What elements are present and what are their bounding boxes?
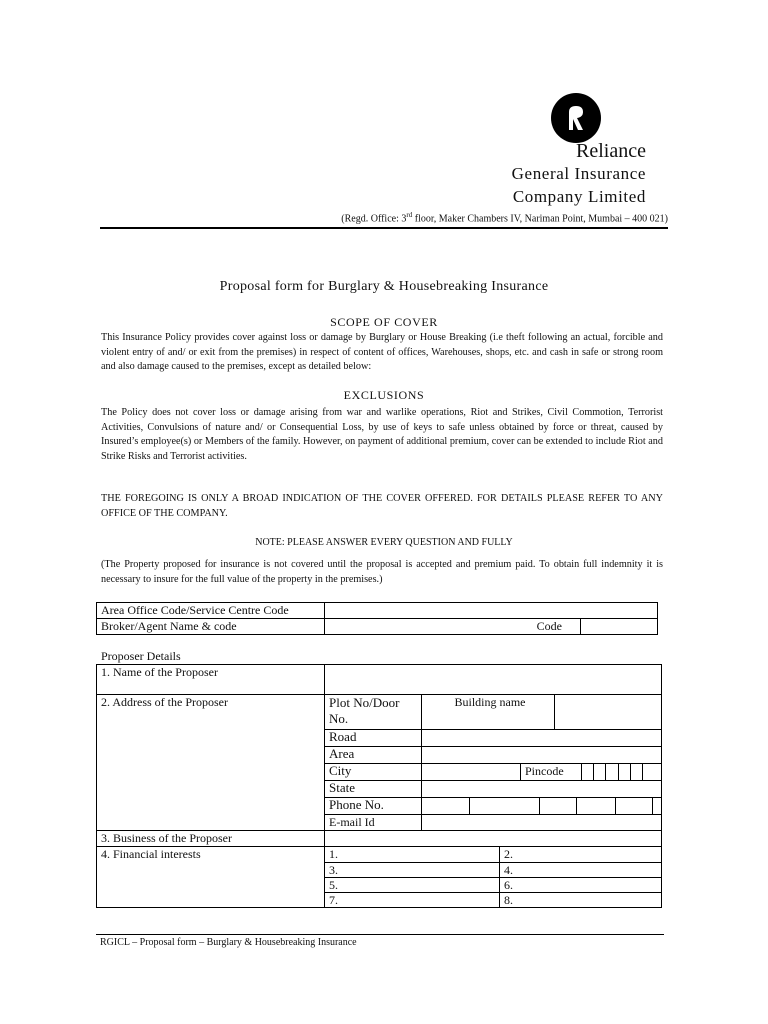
financial-interests-subtable <box>325 847 661 907</box>
scope-text: This Insurance Policy provides cover against loss or damage by Burglary or House Breaking (i.e theft following an actual, forcible and violent entry of and/ or exit from the premises) in respect of content of offices, Warehouses, shops, etc. and cash in safe or strong room and also damage caused to the premises, except as detailed below: <box>101 332 663 373</box>
business-input[interactable] <box>325 831 662 847</box>
proposer-section-label: Proposer Details <box>101 649 181 663</box>
exclusions-text: The Policy does not cover loss or damage arising from war and warlike operations, Riot and Strikes, Civil Commotion, Terrorist Activities, Convulsions of nature and/ or Consequential Loss, by use of keys to safe unless obtained by force or threat, caused by Insured’s employee(s) or Members of the family. However, on payment of additional premium, cover can be extended to include Riot and Strike Risks and Terrorist activities. <box>101 407 663 462</box>
regd-office: (Regd. Office: 3rd floor, Maker Chambers IV, Nariman Point, Mumbai – 400 021) <box>341 211 668 225</box>
plot-label: Plot No/Door No. <box>325 695 422 729</box>
area-office-label: Area Office Code/Service Centre Code <box>97 603 325 619</box>
q2-label: 2. Address of the Proposer <box>97 695 325 831</box>
company-name-line3: Company Limited <box>512 187 646 206</box>
proposer-name-input[interactable] <box>325 665 662 695</box>
exclusions-heading: EXCLUSIONS <box>343 388 425 402</box>
phone-input[interactable] <box>615 798 652 814</box>
phone-input[interactable] <box>653 798 662 814</box>
email-input[interactable] <box>422 814 662 830</box>
financial-interest-6[interactable]: 6. <box>500 877 662 892</box>
scope-heading: SCOPE OF COVER <box>330 315 438 329</box>
financial-interest-5[interactable]: 5. <box>325 877 500 892</box>
code-label: Code <box>536 619 562 633</box>
phone-boxes <box>422 798 661 814</box>
phone-input[interactable] <box>539 798 576 814</box>
proposer-table <box>96 664 662 908</box>
area-office-input[interactable] <box>325 603 658 619</box>
pincode-digit[interactable] <box>606 764 618 780</box>
pincode-digit[interactable] <box>630 764 642 780</box>
broker-input[interactable] <box>325 619 581 635</box>
property-note: (The Property proposed for insurance is not covered until the proposal is accepted and premium paid. To obtain full indemnity it is necessary to insure for the full value of the property in the premises.) <box>101 559 663 585</box>
plot-input[interactable] <box>422 695 555 729</box>
footer-text: RGICL – Proposal form – Burglary & Housebreaking Insurance <box>100 937 357 948</box>
address-subtable <box>325 695 661 830</box>
pincode-label: Pincode <box>521 764 582 780</box>
financial-interest-2[interactable]: 2. <box>500 847 662 862</box>
financial-interest-7[interactable]: 7. <box>325 892 500 907</box>
q3-label: 3. Business of the Proposer <box>97 831 325 847</box>
broker-code-input[interactable] <box>581 619 658 635</box>
city-input[interactable] <box>422 764 521 780</box>
company-name-line2: General Insurance <box>511 164 646 183</box>
reliance-logo-icon <box>550 92 602 144</box>
financial-interest-8[interactable]: 8. <box>500 892 662 907</box>
company-name: Reliance <box>576 140 646 162</box>
area-label: Area <box>325 746 422 763</box>
financial-interest-4[interactable]: 4. <box>500 862 662 877</box>
state-label: State <box>325 780 422 797</box>
area-input[interactable] <box>422 746 662 763</box>
pincode-digit[interactable] <box>643 764 662 780</box>
q1-label: 1. Name of the Proposer <box>97 665 325 695</box>
state-input[interactable] <box>422 780 662 797</box>
form-title: Proposal form for Burglary & Housebreaking Insurance <box>219 279 549 294</box>
phone-input[interactable] <box>576 798 615 814</box>
phone-input[interactable] <box>470 798 539 814</box>
financial-interest-1[interactable]: 1. <box>325 847 500 862</box>
phone-label: Phone No. <box>325 797 422 814</box>
broker-label: Broker/Agent Name & code <box>97 619 325 635</box>
pincode-digit[interactable] <box>618 764 630 780</box>
foregoing-text: THE FOREGOING IS ONLY A BROAD INDICATION OF THE COVER OFFERED. FOR DETAILS PLEASE REFER TO ANY OFFICE OF THE COMPANY. <box>101 493 663 519</box>
note-text: NOTE: PLEASE ANSWER EVERY QUESTION AND FULLY <box>255 537 513 548</box>
road-label: Road <box>325 729 422 746</box>
road-input[interactable] <box>422 729 662 746</box>
pincode-digit[interactable] <box>594 764 606 780</box>
footer-divider <box>96 934 664 935</box>
office-table <box>96 602 658 635</box>
header-divider <box>100 227 668 229</box>
building-label: Building name <box>454 695 526 709</box>
q4-label: 4. Financial interests <box>97 847 325 908</box>
pincode-digit[interactable] <box>582 764 594 780</box>
city-label: City <box>325 763 422 780</box>
email-label: E-mail Id <box>325 814 422 830</box>
building-input[interactable] <box>555 695 662 729</box>
city-pincode-row <box>422 764 661 780</box>
financial-interest-3[interactable]: 3. <box>325 862 500 877</box>
phone-input[interactable] <box>422 798 470 814</box>
